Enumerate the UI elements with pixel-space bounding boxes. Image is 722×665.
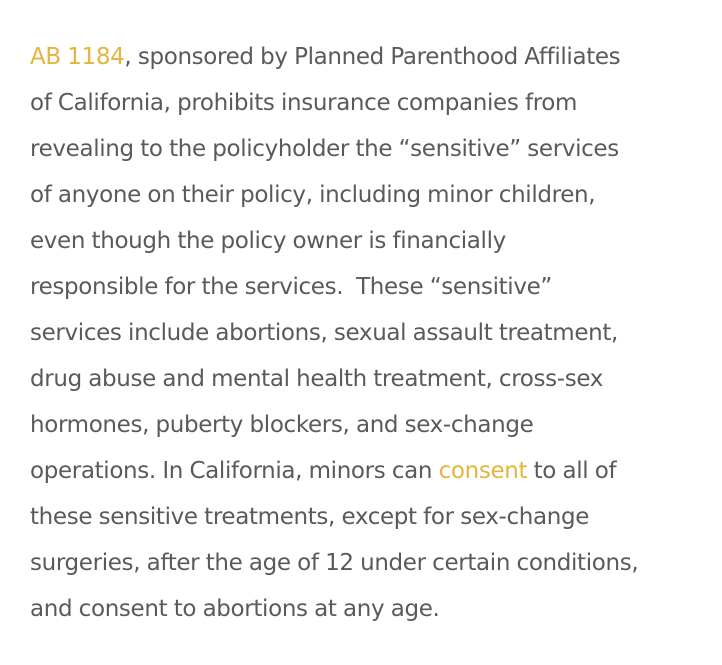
- paragraph-line: hormones, puberty blockers, and sex-change: [30, 412, 534, 438]
- paragraph-line: services include abortions, sexual assault treatment,: [30, 320, 619, 346]
- paragraph-line: these sensitive treatments, except for sex-change: [30, 504, 589, 530]
- paragraph-line: [30, 34, 720, 80]
- ab-1184-link[interactable]: AB 1184: [30, 44, 125, 70]
- paragraph-line: responsible for the services. These “sensitive”: [30, 274, 552, 300]
- article-paragraph: [30, 34, 720, 632]
- line-text: to all of: [527, 458, 617, 484]
- line-text: , sponsored by Planned Parenthood Affiliates: [124, 44, 621, 70]
- paragraph-line: surgeries, after the age of 12 under certain conditions,: [30, 550, 639, 576]
- paragraph-line: and consent to abortions at any age.: [30, 596, 440, 622]
- paragraph-line: [30, 448, 720, 494]
- paragraph-line: of California, prohibits insurance companies from: [30, 90, 578, 116]
- paragraph-line: drug abuse and mental health treatment, cross-sex: [30, 366, 604, 392]
- paragraph-line: revealing to the policyholder the “sensitive” services: [30, 136, 619, 162]
- paragraph-line: of anyone on their policy, including minor children,: [30, 182, 596, 208]
- consent-link[interactable]: consent: [438, 458, 528, 484]
- line-text: operations. In California, minors can: [30, 458, 439, 484]
- paragraph-line: even though the policy owner is financially: [30, 228, 506, 254]
